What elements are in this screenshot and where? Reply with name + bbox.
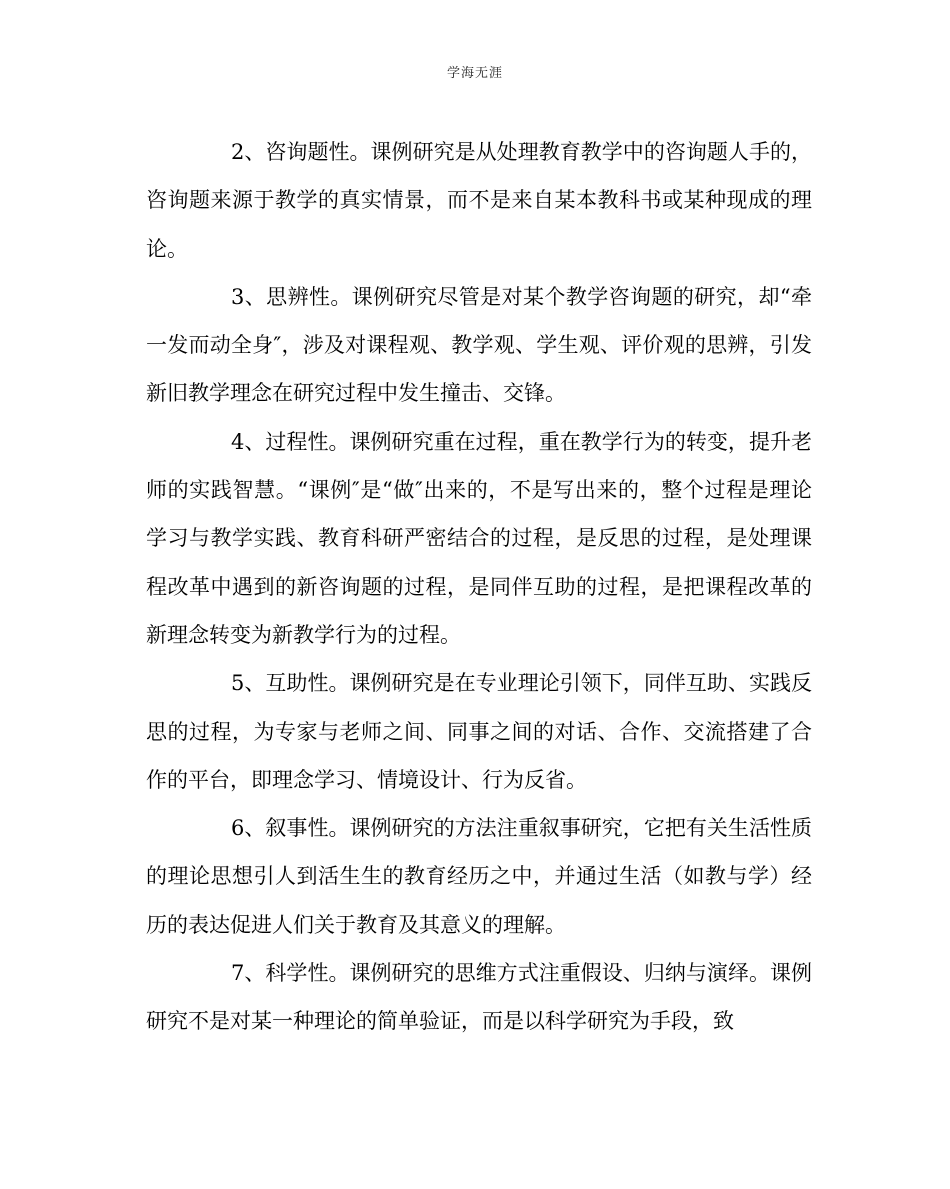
paragraph-5: 5、互助性。课例研究是在专业理论引领下，同伴互助、实践反思的过程，为专家与老师之间、同事之间的对话、合作、交流搭建了合作的平台，即理念学习、情境设计、行为反省。 — [146, 671, 812, 792]
paragraph-2: 2、咨询题性。课例研究是从处理教育教学中的咨询题人手的，咨询题来源于教学的真实情景，而不是来自某本教科书或某种现成的理论。 — [146, 140, 812, 261]
paragraph-6: 6、叙事性。课例研究的方法注重叙事研究，它把有关生活性质的理论思想引人到活生生的教育经历之中，并通过生活（如教与学）经历的表达促进人们关于教育及其意义的理解。 — [146, 816, 812, 937]
paragraph-7: 7、科学性。课例研究的思维方式注重假设、归纳与演绎。课例研究不是对某一种理论的简单验证，而是以科学研究为手段，致 — [146, 961, 812, 1034]
paragraph-4: 4、过程性。课例研究重在过程，重在教学行为的转变，提升老师的实践智慧。“课例″是“做″出来的，不是写出来的，整个过程是理论学习与教学实践、教育科研严密结合的过程，是反思的过程，是处理课程改革中遇到的新咨询题的过程，是同伴互助的过程，是把课程改革的新理念转变为新教学行为的过程。 — [146, 429, 812, 647]
page-header: 学海无涯 — [446, 66, 503, 81]
paragraph-3: 3、思辨性。课例研究尽管是对某个教学咨询题的研究，却“牵一发而动全身″，涉及对课程观、教学观、学生观、评价观的思辨，引发新旧教学理念在研究过程中发生撞击、交锋。 — [146, 284, 812, 406]
document-body — [146, 128, 812, 1046]
